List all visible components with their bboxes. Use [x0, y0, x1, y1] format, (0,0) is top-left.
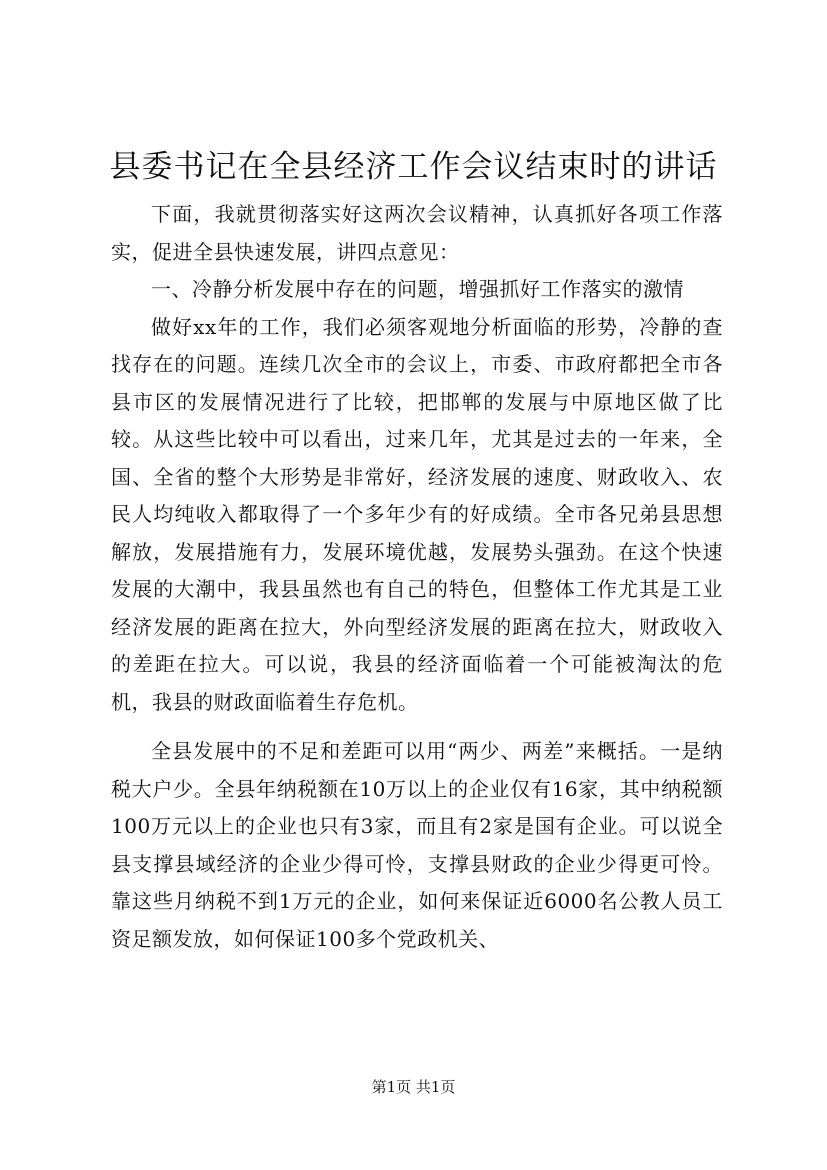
document-body — [111, 196, 723, 958]
paragraph-shortcomings: 全县发展中的不足和差距可以用“两少、两差”来概括。一是纳税大户少。全县年纳税额在10万以上的企业仅有16家，其中纳税额100万元以上的企业也只有3家，而且有2家是国有企业。可以说全县支撑县域经济的企业少得可怜，支撑县财政的企业少得更可怜。靠这些月纳税不到1万元的企业，如何来保证近6000名公教人员工资足额发放，如何保证100多个党政机关、 — [111, 739, 723, 951]
page-footer: 第1页 共1页 — [371, 1078, 456, 1096]
document-title: 县委书记在全县经济工作会议结束时的讲话 — [109, 149, 718, 185]
section-heading-1: 一、冷静分析发展中存在的问题，增强抓好工作落实的激情 — [151, 277, 684, 301]
paragraph-situation: 做好xx年的工作，我们必须客观地分析面临的形势，冷静的查找存在的问题。连续几次全市的会议上，市委、市政府都把全市各县市区的发展情况进行了比较，把邯郸的发展与中原地区做了比较。从这些比较中可以看出，过来几年，尤其是过去的一年来，全国、全省的整个大形势是非常好，经济发展的速度、财政收入、农民人均纯收入都取得了一个多年少有的好成绩。全市各兄弟县思想解放，发展措施有力，发展环境优越，发展势头强劲。在这个快速发展的大潮中，我县虽然也有自己的特色，但整体工作尤其是工业经济发展的距离在拉大，外向型经济发展的距离在拉大，财政收入的差距在拉大。可以说，我县的经济面临着一个可能被淘汰的危机，我县的财政面临着生存危机。 — [111, 314, 723, 714]
paragraph-intro: 下面，我就贯彻落实好这两次会议精神，认真抓好各项工作落实，促进全县快速发展，讲四点意见： — [111, 202, 723, 264]
paragraph-gap — [111, 721, 723, 733]
